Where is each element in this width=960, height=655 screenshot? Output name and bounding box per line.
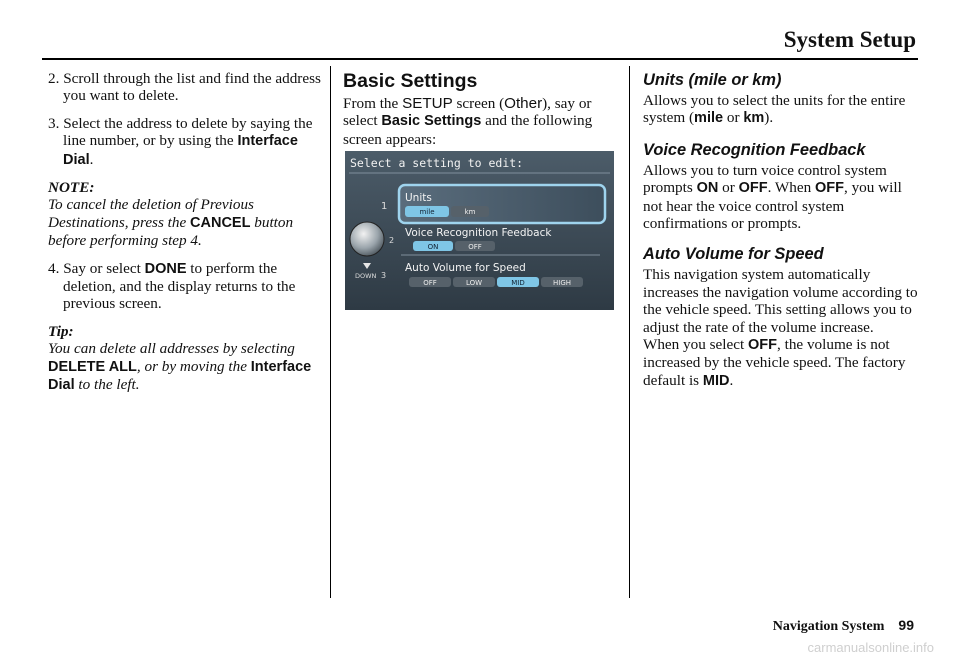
step-4: 4. Say or select DONE to perform the deletion, and the display returns to the previous screen. [48,259,296,313]
tip [48,323,322,395]
units-km-label: km [464,208,476,216]
units-text: Allows you to select the units for the entire system (mile or km). [643,92,906,127]
watermark: carmanualsonline.info [807,640,934,655]
voice-feedback-label: Voice Recognition Feedback [405,227,552,239]
screen-title: Select a setting to edit: [350,156,524,170]
units-row[interactable] [399,185,605,223]
column-right [643,70,918,398]
units-label: Units [405,192,432,204]
voice-heading: Voice Recognition Feedback [643,140,866,159]
note-text: To cancel the deletion of Previous Destinations, press the CANCEL button before performing step 4. [48,196,294,250]
tip-label: Tip: [48,322,74,340]
tip-text: You can delete all addresses by selecting DELETE ALL, or by moving the Interface Dial to the left. [48,340,312,394]
step-3: 3. Select the address to delete by saying the line number, or by using the Interface Dial. [48,114,313,168]
voice-on-label: ON [427,243,439,251]
auto-volume-text-1: This navigation system automatically increases the navigation volume according to the vehicle speed. This setting allows you to adjust the rate of the volume increase. [643,266,918,336]
voice-text: Allows you to turn voice control system prompts ON or OFF. When OFF, you will not hear the voice control system confirmations or prompts. [643,161,902,233]
settings-screen-image [345,151,614,310]
header-rule [42,58,918,60]
voice-off-label: OFF [468,243,482,251]
column-divider-right [629,66,630,598]
column-middle [343,70,618,156]
column-divider-left [330,66,331,598]
column-left [48,70,322,395]
footer-label: Navigation System [772,619,885,634]
interface-dial-icon [350,222,384,256]
auto-volume-label: Auto Volume for Speed [405,262,526,274]
note [48,179,322,250]
basic-settings-intro: From the SETUP screen (Other), say or select Basic Settings and the following screen appears: [343,95,593,148]
units-mile-label: mile [419,208,435,216]
page-number: 99 [898,617,914,633]
row-number-1: 1 [381,201,388,212]
units-heading: Units (mile or km) [643,71,782,89]
basic-settings-heading: Basic Settings [343,70,478,92]
page-header-title: System Setup [783,27,916,52]
auto-volume-text-2: When you select OFF, the volume is not increased by the vehicle speed. The factory default is MID. [643,336,906,389]
row-number-2: 2 [389,236,395,245]
row-number-3: 3 [381,271,387,280]
note-label: NOTE: [48,179,95,197]
settings-screen-svg [345,151,614,310]
volume-low-label: LOW [465,279,483,287]
volume-high-label: HIGH [552,279,572,287]
down-label: DOWN [355,272,377,280]
auto-volume-heading: Auto Volume for Speed [643,245,824,264]
page-footer [773,617,914,635]
volume-off-label: OFF [423,279,437,287]
step-2: 2. Scroll through the list and find the address you want to delete. [48,70,321,105]
volume-mid-label: MID [511,279,525,287]
